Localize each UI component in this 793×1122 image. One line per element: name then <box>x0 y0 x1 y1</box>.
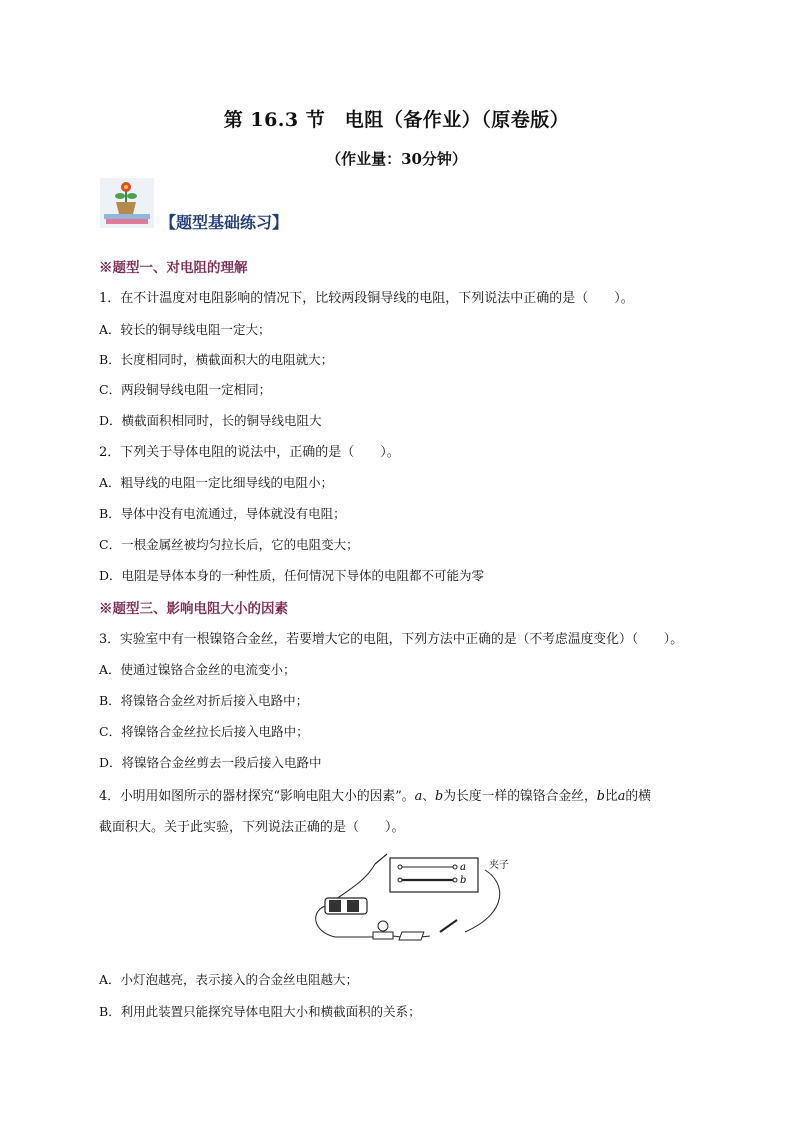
question-4-stem-line-2: 截面积大。关于此实验，下列说法正确的是（ ）。 <box>99 820 405 835</box>
page-title: 第 16.3 节 电阻（备作业）（原卷版） <box>223 109 570 131</box>
question-2-option-d: D．电阻是导体本身的一种性质，任何情况下导体的电阻都不可能为零 <box>99 568 485 583</box>
question-4-stem-line-1 <box>99 785 651 804</box>
circuit-diagram <box>305 852 535 952</box>
stem-text: 比 <box>604 789 618 804</box>
flower-pot-icon <box>100 178 154 228</box>
question-3-option-d: D．将镍铬合金丝剪去一段后接入电路中 <box>99 755 322 770</box>
wire-a-label: a <box>460 862 466 873</box>
stem-text: 为长度一样的镍铬合金丝， <box>443 789 597 804</box>
question-1-option-d: D．横截面积相同时，长的铜导线电阻大 <box>99 413 322 428</box>
question-1-option-a: A．较长的铜导线电阻一定大； <box>99 322 271 337</box>
question-3-option-a: A．使通过镍铬合金丝的电流变小； <box>99 662 296 677</box>
question-3-stem: 3．实验室中有一根镍铬合金丝，若要增大它的电阻，下列方法中正确的是（不考虑温度变化）（ ）。 <box>99 632 683 647</box>
stem-text: 4．小明用如图所示的器材探究“影响电阻大小的因素”。 <box>99 789 415 804</box>
question-2-option-a: A．粗导线的电阻一定比细导线的电阻小； <box>99 475 334 490</box>
question-3-option-c: C．将镍铬合金丝拉长后接入电路中； <box>99 724 309 739</box>
question-4-option-a: A．小灯泡越亮，表示接入的合金丝电阻越大； <box>99 972 359 987</box>
question-4-option-b: B．利用此装置只能探究导体电阻大小和横截面积的关系； <box>99 1004 421 1019</box>
question-1-option-c: C．两段铜导线电阻一定相同； <box>99 382 272 397</box>
variable-a: a <box>414 789 423 804</box>
variable-b: b <box>435 789 444 804</box>
stem-text: 的横 <box>625 789 651 804</box>
question-type-heading: ※题型三、影响电阻大小的因素 <box>99 601 288 617</box>
question-2-option-c: C．一根金属丝被均匀拉长后，它的电阻变大； <box>99 537 359 552</box>
variable-a: a <box>617 789 626 804</box>
question-2-stem: 2．下列关于导体电阻的说法中，正确的是（ ）。 <box>99 445 400 460</box>
section-heading: 【题型基础练习】 <box>160 213 289 232</box>
clip-label: 夹子 <box>489 860 509 871</box>
question-1-stem: 1．在不计温度对电阻影响的情况下，比较两段铜导线的电阻，下列说法中正确的是（ ）。 <box>99 291 634 306</box>
page-subtitle: （作业量：30分钟） <box>326 150 467 168</box>
question-2-option-b: B．导体中没有电流通过，导体就没有电阻； <box>99 506 346 521</box>
question-3-option-b: B．将镍铬合金丝对折后接入电路中； <box>99 693 309 708</box>
question-1-option-b: B．长度相同时，横截面积大的电阻就大； <box>99 352 334 367</box>
stem-text: 、 <box>422 789 435 804</box>
question-type-heading: ※题型一、对电阻的理解 <box>99 260 248 276</box>
variable-b: b <box>596 789 605 804</box>
wire-b-label: b <box>460 875 467 886</box>
